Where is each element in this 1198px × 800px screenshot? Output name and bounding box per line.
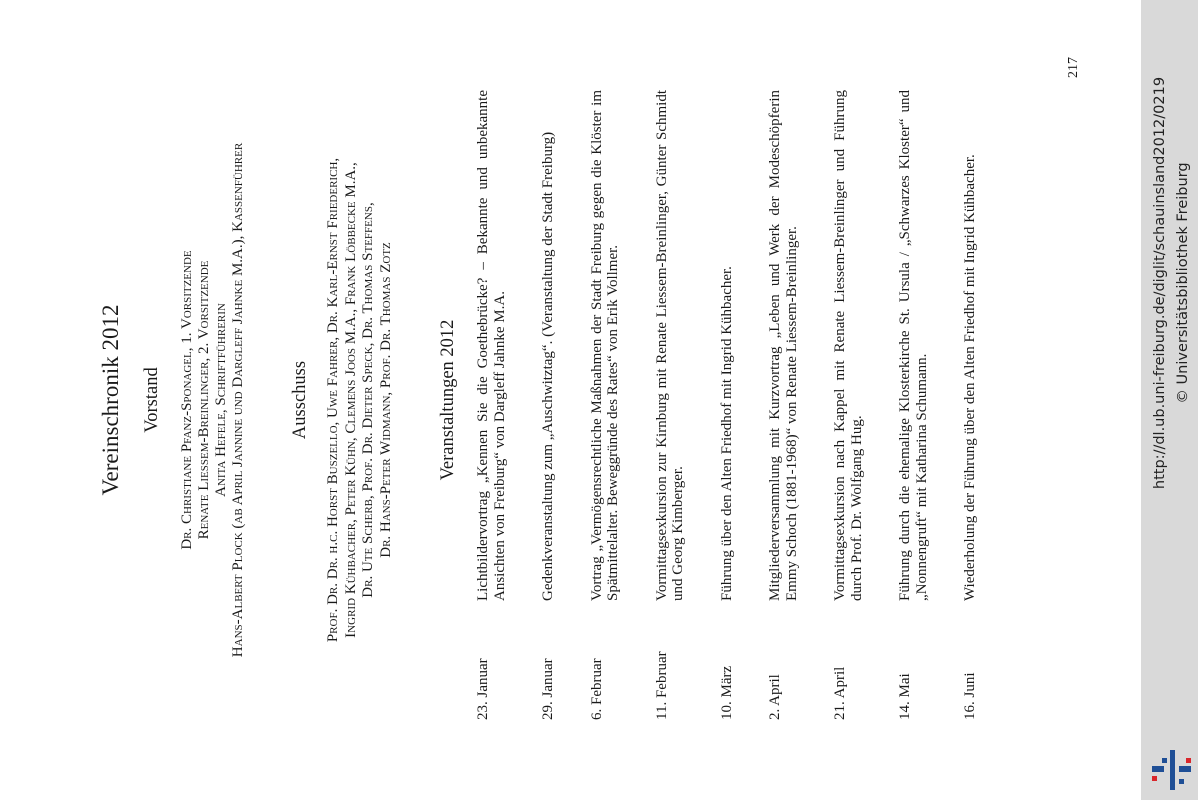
veranstaltungen-heading: Veranstaltungen 2012 (438, 319, 458, 481)
page-title: Vereinschronik 2012 (98, 304, 123, 496)
ausschuss-heading: Ausschuss (290, 360, 310, 440)
vorstand-line: Renate Liessem-Breinlinger, 2. Vorsitzende (196, 260, 212, 540)
event-date: 21. April (832, 666, 848, 720)
vorstand-line: Anita Hefele, Schriftführerin (213, 303, 229, 497)
ausschuss-line: Prof. Dr. Dr. h.c. Horst Buszello, Uwe Fahrer, Dr. Karl-Ernst Friederich, (325, 157, 341, 643)
event-item (589, 60, 622, 720)
event-description: Vormittagsexkursion zur Kirnburg mit Renate Liessem-Breinlinger, Günter Schmidt und Georg Kimberger. (653, 90, 686, 601)
event-item (540, 60, 557, 720)
source-url[interactable]: http://dl.ub.uni-freiburg.de/diglit/schauinsland2012/0219 (1152, 76, 1168, 490)
event-description: Wiederholung der Führung über den Alten Friedhof mit Ingrid Kühbacher. (962, 154, 978, 601)
event-list (475, 60, 979, 720)
ausschuss-members (325, 0, 395, 800)
copyright-notice: © Universitätsbibliothek Freiburg (1175, 162, 1191, 404)
event-date: 14. Mai (897, 673, 913, 720)
vorstand-members (179, 0, 247, 800)
event-item (832, 60, 865, 720)
event-date: 2. April (767, 674, 783, 720)
event-date: 29. Januar (540, 658, 556, 720)
event-item (962, 60, 979, 720)
event-date: 16. Juni (962, 672, 978, 720)
event-date: 10. März (718, 665, 735, 720)
event-item (767, 60, 800, 720)
event-description: Vormittagsexkursion nach Kappel mit Renate Liessem-Breinlinger und Führung durch Prof. Dr. Wolfgang Hug. (832, 90, 865, 601)
ub-freiburg-logo-icon[interactable] (1148, 746, 1196, 794)
event-description: Führung über den Alten Friedhof mit Ingrid Kühbacher. (718, 266, 735, 601)
event-item (475, 60, 508, 720)
vorstand-heading: Vorstand (142, 367, 162, 433)
event-item (897, 60, 930, 720)
event-date: 11. Februar (653, 651, 670, 720)
event-item (654, 60, 687, 720)
page-number: 217 (1066, 57, 1081, 78)
ausschuss-line: Dr. Hans-Peter Widmann, Prof. Dr. Thomas Zotz (377, 242, 394, 558)
event-description: Gedenkveranstaltung zum „Auschwitztag“. (Veranstaltung der Stadt Freiburg) (540, 131, 556, 601)
vorstand-line: Hans-Albert Plock (ab April Jannine und Dargleff Jahnke M.A.), Kassenführer (230, 142, 246, 658)
vorstand-line: Dr. Christiane Pfanz-Sponagel, 1. Vorsitzende (179, 250, 195, 550)
ausschuss-line: Dr. Ute Scherb, Prof. Dr. Dieter Speck, Dr. Thomas Steffens, (360, 202, 376, 598)
event-item (719, 60, 736, 720)
event-description: Führung durch die ehemalige Klosterkirche St. Ursula / „Schwarzes Kloster“ und „Nonnengruft“ mit Katharina Schumann. (897, 90, 930, 601)
event-description: Mitgliederversammlung mit Kurzvortrag „Leben und Werk der Modeschöpferin Emmy Schoch (1881-1968)“ von Renate Liessem-Breinlinger. (767, 90, 800, 601)
event-description: Lichtbildervortrag „Kennen Sie die Goethebrücke? – Bekannte und unbekannte Ansichten von Freiburg“ von Dargleff Jahnke M.A. (475, 90, 508, 601)
event-description: Vortrag „Vermögensrechtliche Maßnahmen der Stadt Freiburg gegen die Klöster im Spätmittelalter. Beweggründe des Rates“ von Erik Vollmer. (588, 90, 621, 601)
event-date: 6. Februar (588, 658, 605, 720)
event-date: 23. Januar (475, 658, 491, 720)
ausschuss-line: Ingrid Kühbacher, Peter Kühn, Clemens Joos M.A., Frank Löbbecke M.A., (342, 162, 359, 638)
